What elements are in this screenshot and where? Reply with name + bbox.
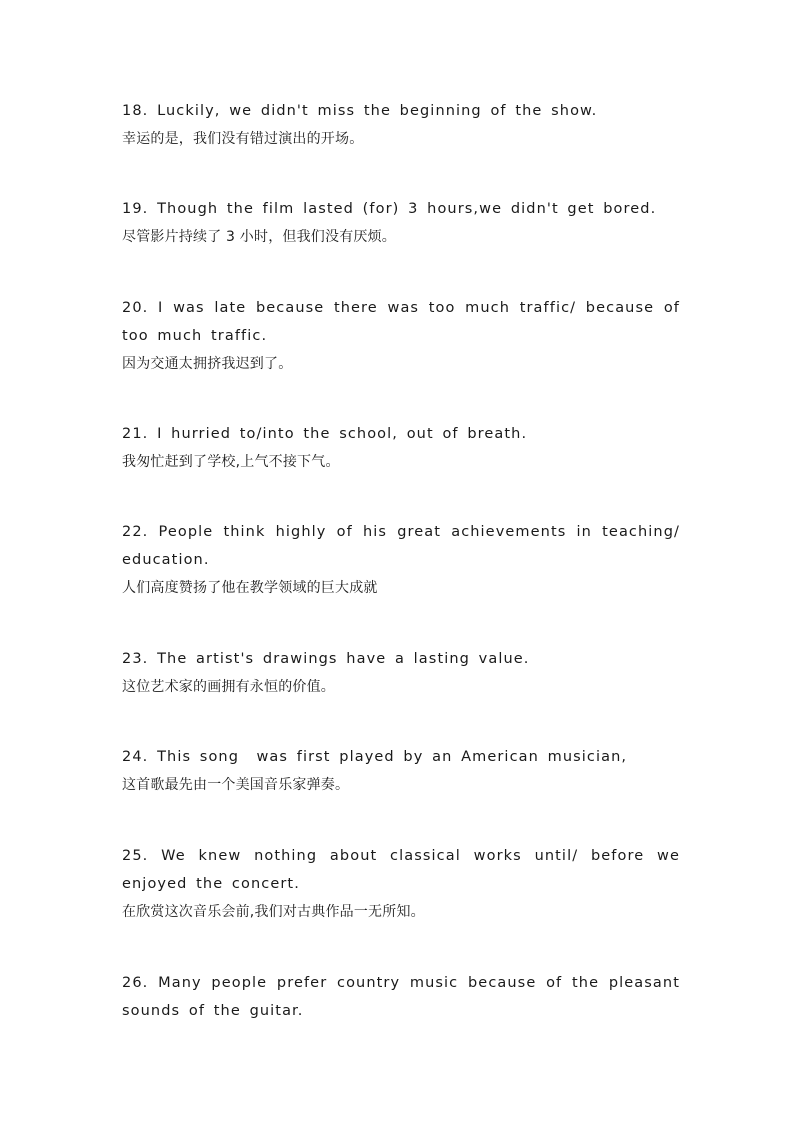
sentence-item-21 — [122, 420, 680, 476]
sentence-item-24 — [122, 743, 680, 799]
english-sentence: 26. Many people prefer country music because of the pleasant sounds of the guitar. — [122, 975, 680, 1019]
english-sentence: 24. This song was first played by an American musician, — [122, 749, 628, 765]
sentence-item-18 — [122, 97, 680, 153]
chinese-translation: 我匆忙赶到了学校,上气不接下气。 — [122, 454, 340, 470]
sentence-item-19 — [122, 195, 680, 251]
sentence-item-26 — [122, 969, 680, 1025]
chinese-translation: 尽管影片持续了 3 小时，但我们没有厌烦。 — [122, 229, 397, 245]
sentence-item-22 — [122, 518, 680, 602]
english-sentence: 20. I was late because there was too much traffic/ because of too much traffic. — [122, 300, 680, 344]
sentence-item-25 — [122, 842, 680, 926]
english-sentence: 23. The artist's drawings have a lasting value. — [122, 651, 530, 667]
english-sentence: 22. People think highly of his great achievements in teaching/ education. — [122, 524, 680, 568]
english-sentence: 25. We knew nothing about classical works until/ before we enjoyed the concert. — [122, 848, 680, 892]
chinese-translation: 人们高度赞扬了他在教学领域的巨大成就 — [122, 580, 378, 596]
english-sentence: 18. Luckily, we didn't miss the beginning of the show. — [122, 103, 598, 119]
chinese-translation: 这首歌最先由一个美国音乐家弹奏。 — [122, 777, 350, 793]
english-sentence: 21. I hurried to/into the school, out of breath. — [122, 426, 528, 442]
sentence-item-23 — [122, 645, 680, 701]
chinese-translation: 幸运的是，我们没有错过演出的开场。 — [122, 131, 364, 147]
chinese-translation: 这位艺术家的画拥有永恒的价值。 — [122, 679, 335, 695]
english-sentence: 19. Though the film lasted (for) 3 hours,we didn't get bored. — [122, 201, 657, 217]
sentence-item-20 — [122, 294, 680, 378]
chinese-translation: 在欣赏这次音乐会前,我们对古典作品一无所知。 — [122, 904, 425, 920]
chinese-translation: 因为交通太拥挤我迟到了。 — [122, 356, 293, 372]
